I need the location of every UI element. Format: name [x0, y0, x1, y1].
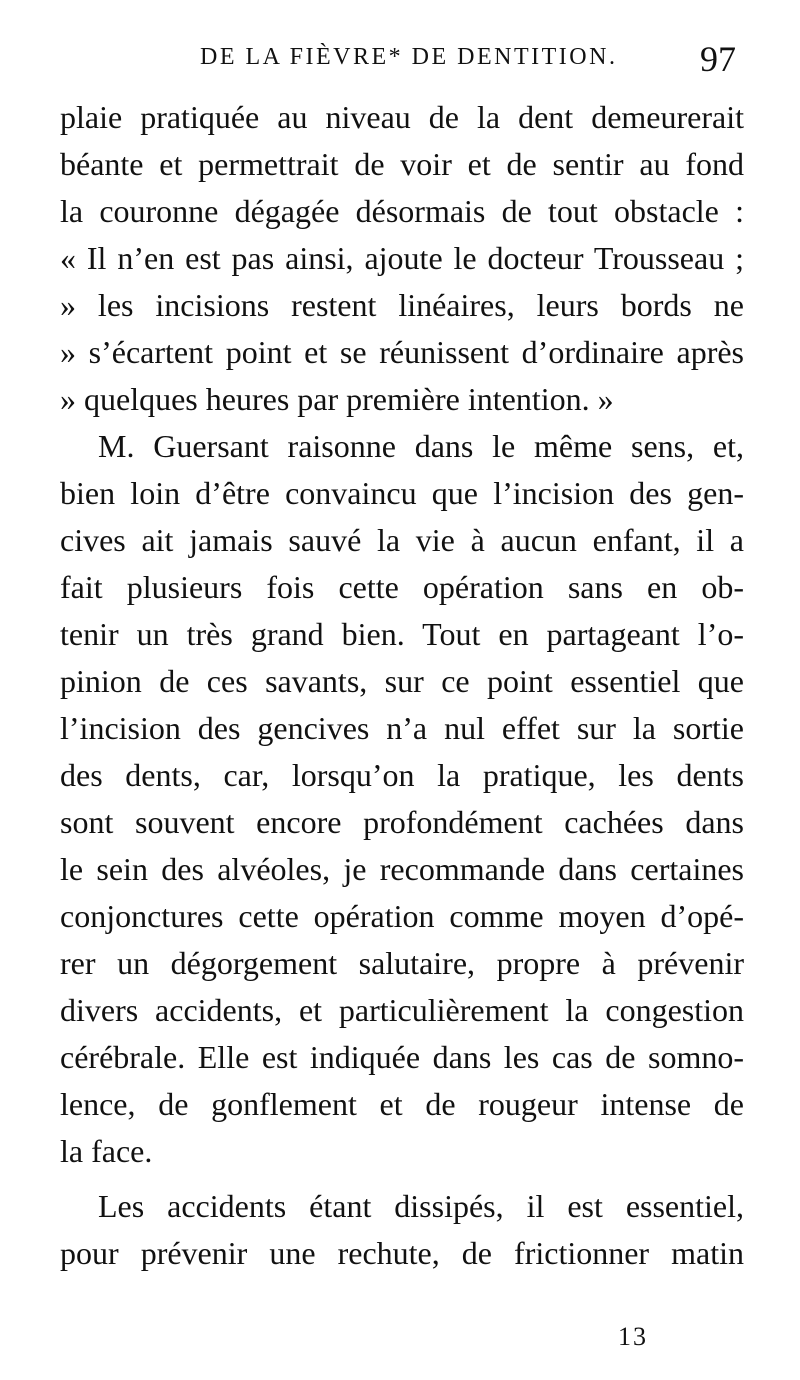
paragraph-gap — [60, 1175, 744, 1183]
text-line: « Il n’en est pas ainsi, ajoute le docteur Trousseau ; — [60, 240, 744, 276]
paragraph — [60, 423, 744, 1175]
page-number: 97 — [700, 39, 736, 79]
text-line: cérébrale. Elle est indiquée dans les cas de somno- — [60, 1039, 744, 1075]
text-line: pour prévenir une rechute, de frictionner matin — [60, 1235, 744, 1271]
text-line: pinion de ces savants, sur ce point essentiel que — [60, 663, 744, 699]
text-line: conjonctures cette opération comme moyen d’opé- — [60, 898, 744, 934]
text-line: bien loin d’être convaincu que l’incision des gen- — [60, 475, 744, 511]
text-line: tenir un très grand bien. Tout en partageant l’o- — [60, 616, 744, 652]
body-text — [60, 94, 744, 1277]
text-line: cives ait jamais sauvé la vie à aucun enfant, il a — [60, 522, 744, 558]
text-line: l’incision des gencives n’a nul effet sur la sortie — [60, 710, 744, 746]
signature-mark: 13 — [618, 1322, 648, 1351]
text-line: la couronne dégagée désormais de tout obstacle : — [60, 193, 744, 229]
text-line: rer un dégorgement salutaire, propre à prévenir — [60, 945, 744, 981]
text-line: M. Guersant raisonne dans le même sens, et, — [98, 428, 744, 464]
text-line: des dents, car, lorsqu’on la pratique, les dents — [60, 757, 744, 793]
text-line: divers accidents, et particulièrement la congestion — [60, 992, 744, 1028]
text-line: béante et permettrait de voir et de sentir au fond — [60, 146, 744, 182]
text-line: Les accidents étant dissipés, il est essentiel, — [98, 1188, 744, 1224]
paragraph — [60, 94, 744, 423]
text-line: plaie pratiquée au niveau de la dent demeurerait — [60, 99, 744, 135]
text-line: fait plusieurs fois cette opération sans en ob- — [60, 569, 744, 605]
text-line: le sein des alvéoles, je recommande dans certaines — [60, 851, 744, 887]
text-line: lence, de gonflement et de rougeur intense de — [60, 1086, 744, 1122]
paragraph — [60, 1183, 744, 1277]
text-line: » s’écartent point et se réunissent d’ordinaire après — [60, 334, 744, 370]
text-line: sont souvent encore profondément cachées dans — [60, 804, 744, 840]
text-line: la face. — [60, 1133, 153, 1169]
running-title: DE LA FIÈVRE* DE DENTITION. — [200, 44, 618, 70]
text-line: » les incisions restent linéaires, leurs bords ne — [60, 287, 744, 323]
text-line: » quelques heures par première intention. » — [60, 381, 614, 417]
